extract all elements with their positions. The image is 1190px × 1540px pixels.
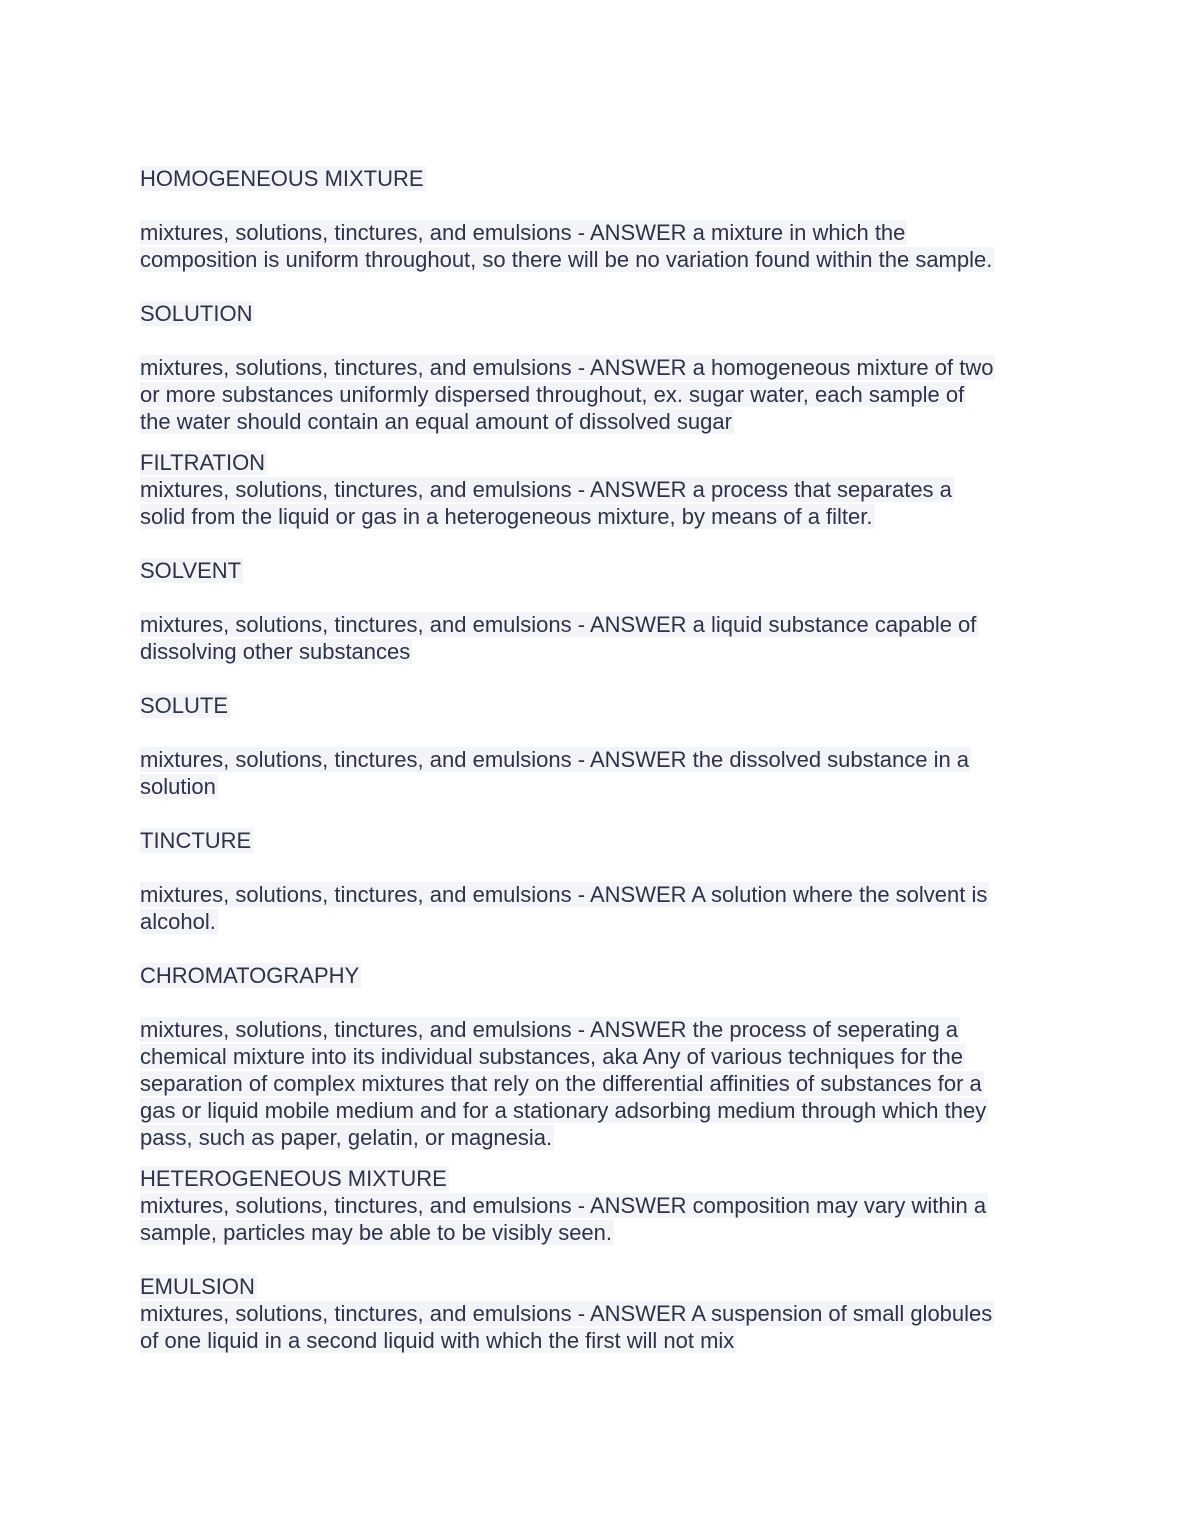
definition-line: mixtures, solutions, tinctures, and emulsions - ANSWER a mixture in which the (140, 220, 906, 245)
definition-line: mixtures, solutions, tinctures, and emulsions - ANSWER a homogeneous mixture of two (140, 355, 994, 380)
definition-line: sample, particles may be able to be visibly seen. (140, 1220, 613, 1245)
term-heading: SOLUTE (140, 693, 229, 718)
term-heading: FILTRATION (140, 450, 266, 475)
term-heading: CHROMATOGRAPHY (140, 963, 360, 988)
definition-line: mixtures, solutions, tinctures, and emulsions - ANSWER a liquid substance capable of (140, 612, 977, 637)
term-heading: SOLUTION (140, 301, 253, 326)
definition-line: gas or liquid mobile medium and for a stationary adsorbing medium through which they (140, 1098, 987, 1123)
definition-line: composition is uniform throughout, so there will be no variation found within the sample. (140, 247, 993, 272)
definition-line: dissolving other substances (140, 639, 411, 664)
definition-line: mixtures, solutions, tinctures, and emulsions - ANSWER A solution where the solvent is (140, 882, 988, 907)
definition-line: mixtures, solutions, tinctures, and emulsions - ANSWER the process of seperating a (140, 1017, 959, 1042)
definition-line: of one liquid in a second liquid with which the first will not mix (140, 1328, 735, 1353)
definition-line: alcohol. (140, 909, 216, 934)
definition-line: or more substances uniformly dispersed throughout, ex. sugar water, each sample of (140, 382, 965, 407)
term-heading: SOLVENT (140, 558, 242, 583)
definition-line: the water should contain an equal amount of dissolved sugar (140, 409, 732, 434)
definition-line: mixtures, solutions, tinctures, and emulsions - ANSWER the dissolved substance in a (140, 747, 970, 772)
definition-line: mixtures, solutions, tinctures, and emulsions - ANSWER A suspension of small globules (140, 1301, 993, 1326)
term-heading: EMULSION (140, 1274, 255, 1299)
definition-line: mixtures, solutions, tinctures, and emulsions - ANSWER composition may vary within a (140, 1193, 987, 1218)
definition-line: chemical mixture into its individual substances, aka Any of various techniques for the (140, 1044, 963, 1069)
document-content (140, 165, 1050, 1354)
term-heading: HOMOGENEOUS MIXTURE (140, 166, 424, 191)
definition-line: separation of complex mixtures that rely on the differential affinities of substances for a (140, 1071, 982, 1096)
term-heading: TINCTURE (140, 828, 252, 853)
term-heading: HETEROGENEOUS MIXTURE (140, 1166, 447, 1191)
definition-line: pass, such as paper, gelatin, or magnesia. (140, 1125, 553, 1150)
definition-line: mixtures, solutions, tinctures, and emulsions - ANSWER a process that separates a (140, 477, 952, 502)
definition-line: solid from the liquid or gas in a heterogeneous mixture, by means of a filter. (140, 504, 873, 529)
definition-line: solution (140, 774, 216, 799)
